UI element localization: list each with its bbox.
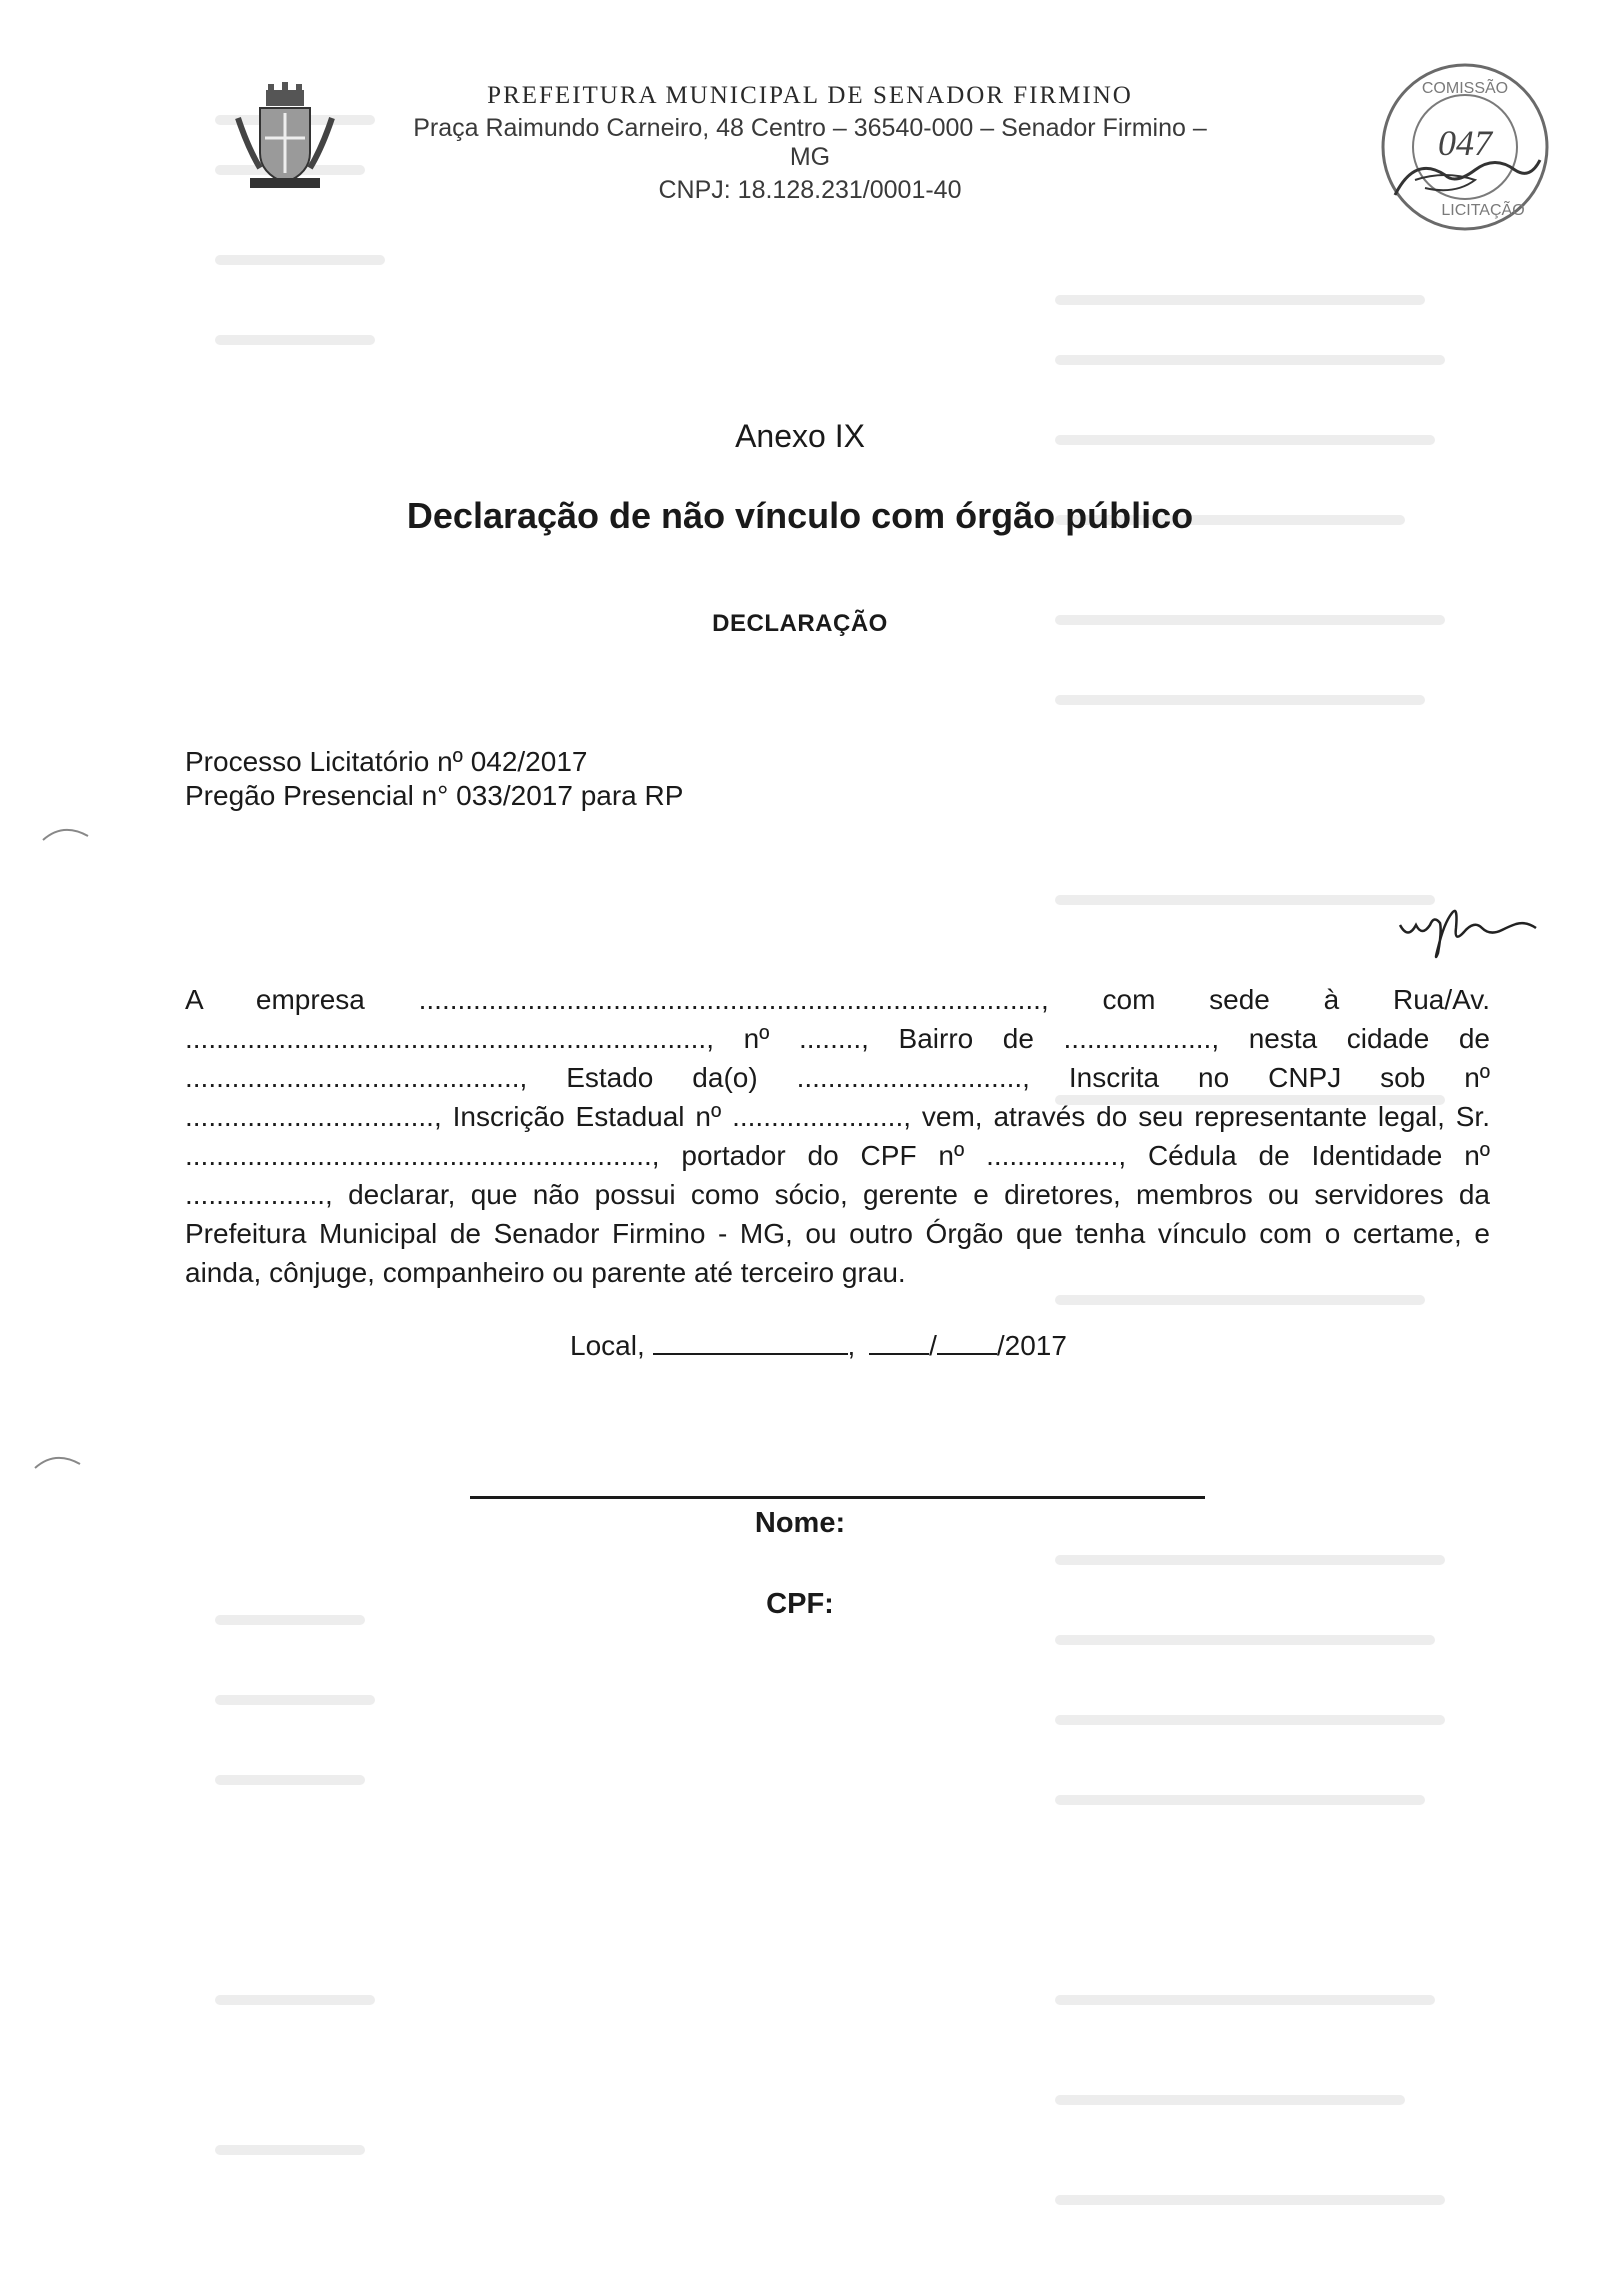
municipality-address: Praça Raimundo Carneiro, 48 Centro – 36540-000 – Senador Firmino – MG xyxy=(413,114,1207,171)
declaration-body: A empresa ................................................................................, com sede à Rua/Av. ..................................................................., nº ........, Bairro de ..................., nesta cidade de ..........................................., Estado da(o) ............................., Inscrita no CNPJ sob nº ................................, Inscrição Estadual nº ......................, vem, através do seu representante legal, Sr. ............................................................, portador do CPF nº ................., Cédula de Identidade nº .................., declarar, que não possui como sócio, gerente e diretores, membros ou servidores da Prefeitura Municipal de Senador Firmino - MG, ou outro Órgão que tenha vínculo com o certame, e ainda, cônjuge, companheiro ou parente até terceiro grau. xyxy=(185,984,1490,1288)
commission-stamp xyxy=(1365,55,1565,240)
place-date-line xyxy=(570,1330,1067,1362)
local-label: Local, xyxy=(570,1330,645,1361)
signature-line[interactable] xyxy=(470,1496,1205,1499)
process-info xyxy=(185,745,683,813)
process-number: Processo Licitatório nº 042/2017 xyxy=(185,746,588,777)
stamp-page-number: 047 xyxy=(1438,123,1492,163)
municipality-cnpj: CNPJ: 18.128.231/0001-40 xyxy=(658,176,962,204)
document-title: Declaração de não vínculo com órgão público xyxy=(406,495,1194,536)
stamp-bottom-text: LICITAÇÃO xyxy=(1441,202,1525,219)
name-label: Nome: xyxy=(754,1507,846,1539)
year-text: /2017 xyxy=(996,1330,1067,1361)
hole-punch-mark xyxy=(38,820,98,850)
annex-label: Anexo IX xyxy=(735,418,865,454)
cpf-label: CPF: xyxy=(766,1588,834,1620)
declaration-heading: DECLARAÇÃO xyxy=(712,610,888,637)
date-slash: / xyxy=(929,1330,937,1361)
letterhead xyxy=(230,78,1370,208)
stamp-top-text: COMISSÃO xyxy=(1421,80,1509,97)
municipality-name: PREFEITURA MUNICIPAL DE SENADOR FIRMINO xyxy=(487,82,1133,109)
initials-signature xyxy=(1395,880,1565,970)
month-field[interactable] xyxy=(937,1331,997,1355)
municipal-crest-icon xyxy=(230,78,340,198)
local-comma: , xyxy=(847,1330,856,1361)
place-field[interactable] xyxy=(653,1331,848,1355)
auction-number: Pregão Presencial n° 033/2017 para RP xyxy=(185,780,684,811)
day-field[interactable] xyxy=(869,1331,929,1355)
hole-punch-mark xyxy=(30,1448,90,1478)
